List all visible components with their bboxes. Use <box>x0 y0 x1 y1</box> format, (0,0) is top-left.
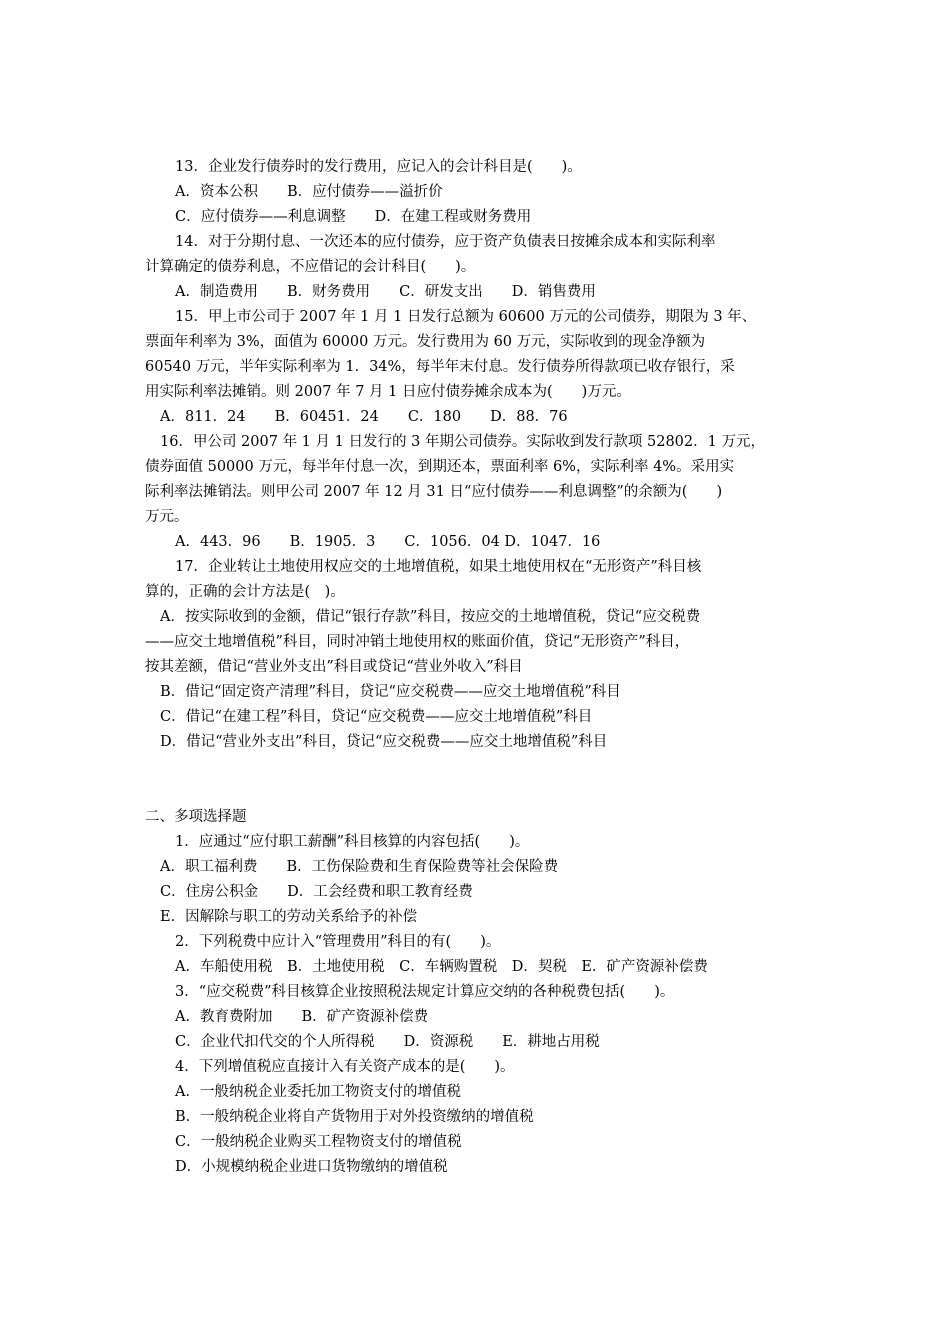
question-17-option-d: D．借记“营业外支出”科目，贷记“应交税费——应交土地增值税”科目 <box>160 734 608 750</box>
section-heading-multiple-choice: 二、多项选择题 <box>145 809 247 825</box>
mc-question-4-option-c: C．一般纳税企业购买工程物资支付的增值税 <box>175 1134 462 1150</box>
mc-question-4: 4．下列增值税应直接计入有关资产成本的是( )。 <box>175 1059 515 1075</box>
mc-question-3-options-ab: A．教育费附加 B．矿产资源补偿费 <box>175 1009 429 1025</box>
mc-question-1-option-e: E．因解除与职工的劳动关系给予的补偿 <box>160 909 418 925</box>
question-15-options: A．811．24 B．60451．24 C．180 D．88．76 <box>160 409 568 425</box>
question-15-cont-3: 用实际利率法摊销。则 2007 年 7 月 1 日应付债券摊余成本为( )万元。 <box>145 384 631 400</box>
question-14-cont: 计算确定的债券利息，不应借记的会计科目( )。 <box>145 259 476 275</box>
question-17-option-c: C．借记“在建工程”科目，贷记“应交税费——应交土地增值税”科目 <box>160 709 593 725</box>
question-15-cont-1: 票面年利率为 3%，面值为 60000 万元。发行费用为 60 万元，实际收到的现金净额为 <box>145 334 706 350</box>
question-13: 13．企业发行债券时的发行费用，应记入的会计科目是( )。 <box>175 159 582 175</box>
mc-question-4-option-b: B．一般纳税企业将自产货物用于对外投资缴纳的增值税 <box>175 1109 534 1125</box>
question-17: 17．企业转让土地使用权应交的土地增值税，如果土地使用权在“无形资产”科目核 <box>175 559 702 575</box>
question-17-option-a: A．按实际收到的金额，借记“银行存款”科目，按应交的土地增值税，贷记“应交税费 <box>160 609 701 625</box>
mc-question-3: 3．“应交税费”科目核算企业按照税法规定计算应交纳的各种税费包括( )。 <box>175 984 675 1000</box>
question-17-option-a-cont-1: ——应交土地增值税”科目，同时冲销土地使用权的账面价值，贷记“无形资产”科目， <box>145 634 690 650</box>
question-13-options-cd: C．应付债券——利息调整 D．在建工程或财务费用 <box>175 209 532 225</box>
question-15: 15．甲上市公司于 2007 年 1 月 1 日发行总额为 60600 万元的公司债券，期限为 3 年、 <box>175 309 757 325</box>
question-16-cont-1: 债券面值 50000 万元，每半年付息一次，到期还本，票面利率 6%，实际利率 4%。采用实 <box>145 459 735 475</box>
mc-question-3-options-cde: C．企业代扣代交的个人所得税 D．资源税 E．耕地占用税 <box>175 1034 600 1050</box>
mc-question-1-options-cd: C．住房公积金 D．工会经费和职工教育经费 <box>160 884 473 900</box>
question-17-cont: 算的，正确的会计方法是( )。 <box>145 584 345 600</box>
question-16-options: A．443．96 B．1905．3 C．1056．04 D．1047．16 <box>175 534 601 550</box>
question-16: 16．甲公司 2007 年 1 月 1 日发行的 3 年期公司债券。实际收到发行款项 52802．1 万元， <box>160 434 765 450</box>
mc-question-4-option-d: D．小规模纳税企业进口货物缴纳的增值税 <box>175 1159 448 1175</box>
mc-question-4-option-a: A．一般纳税企业委托加工物资支付的增值税 <box>175 1084 461 1100</box>
mc-question-2-options: A．车船使用税 B．土地使用税 C．车辆购置税 D．契税 E．矿产资源补偿费 <box>175 959 708 975</box>
question-14-options: A．制造费用 B．财务费用 C．研发支出 D．销售费用 <box>175 284 596 300</box>
question-17-option-a-cont-2: 按其差额，借记“营业外支出”科目或贷记“营业外收入”科目 <box>145 659 523 675</box>
mc-question-2: 2．下列税费中应计入“管理费用”科目的有( )。 <box>175 934 501 950</box>
question-17-option-b: B．借记“固定资产清理”科目，贷记“应交税费——应交土地增值税”科目 <box>160 684 621 700</box>
question-13-options-ab: A．资本公积 B．应付债券——溢折价 <box>175 184 443 200</box>
mc-question-1-options-ab: A．职工福利费 B．工伤保险费和生育保险费等社会保险费 <box>160 859 559 875</box>
mc-question-1: 1．应通过“应付职工薪酬”科目核算的内容包括( )。 <box>175 834 530 850</box>
question-16-cont-2: 际利率法摊销法。则甲公司 2007 年 12 月 31 日“应付债券——利息调整”的余额为( ) <box>145 484 723 500</box>
question-16-cont-3: 万元。 <box>145 509 189 525</box>
question-14: 14．对于分期付息、一次还本的应付债券，应于资产负债表日按摊余成本和实际利率 <box>175 234 716 250</box>
question-15-cont-2: 60540 万元，半年实际利率为 1．34%，每半年末付息。发行债券所得款项已收存银行，采 <box>145 359 735 375</box>
